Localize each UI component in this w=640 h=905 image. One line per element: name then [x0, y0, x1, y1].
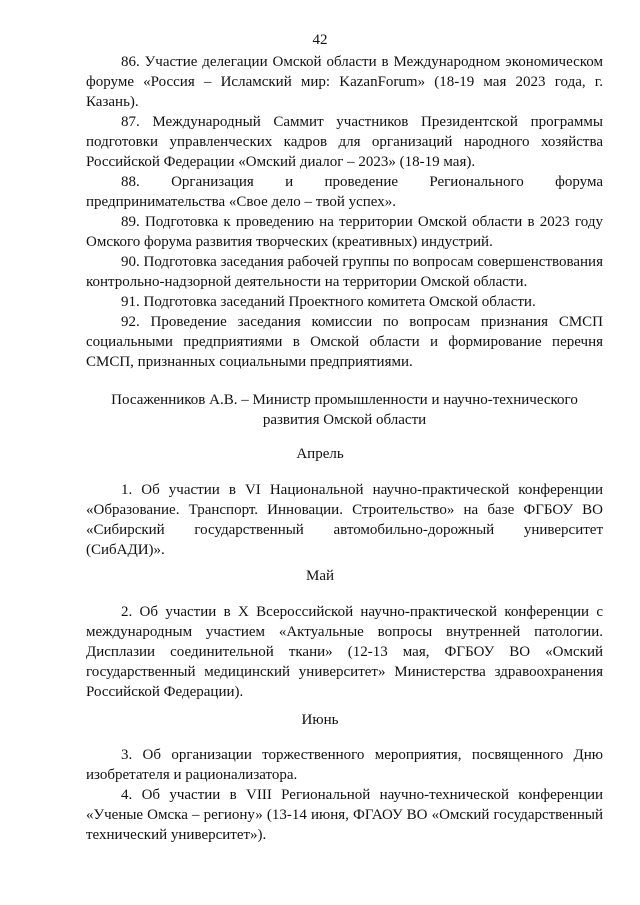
minister-item-2: 2. Об участии в X Всероссийской научно-практической конференции с международным участием «Актуальные вопросы внутренней патологии. Дисплазии соединительной ткани» (12-13 мая, ФГБОУ ВО «Омский государственный медицинский университет» Министерства здравоохранения Российской Федерации).	[86, 604, 603, 700]
list-item-91: 91. Подготовка заседаний Проектного комитета Омской области.	[121, 294, 536, 310]
top-items-list	[86, 52, 603, 372]
list-item-88: 88. Организация и проведение Регионального форума предпринимательства «Свое дело – твой успех».	[86, 174, 603, 210]
list-item-86: 86. Участие делегации Омской области в Международном экономическом форуме «Россия – Исламский мир: KazanForum» (18-19 мая 2023 года, г. Казань).	[86, 54, 603, 110]
list-item-92: 92. Проведение заседания комиссии по вопросам признания СМСП социальными предприятиями в Омской области и формирование перечня СМСП, признанных социальными предприятиями.	[86, 314, 603, 370]
minister-item-4: 4. Об участии в VIII Региональной научно-технической конференции «Ученые Омска – региону» (13-14 июня, ФГАОУ ВО «Омский государственный технический университет»).	[86, 787, 603, 843]
month-heading-april: Апрель	[296, 446, 344, 462]
page-number: 42	[312, 32, 328, 48]
list-item-89: 89. Подготовка к проведению на территории Омской области в 2023 году Омского форума развития творческих (креативных) индустрий.	[86, 214, 603, 250]
list-item-87: 87. Международный Саммит участников Президентской программы подготовки управленческих кадров для организаций народного хозяйства Российской Федерации «Омский диалог – 2023» (18-19 мая).	[86, 114, 603, 170]
month-heading-may: Май	[305, 568, 335, 584]
minister-item-1: 1. Об участии в VI Национальной научно-практической конференции «Образование. Транспорт. Инновации. Строительство» на базе ФГБОУ ВО «Сибирский государственный автомобильно-дорожный университет (СибАДИ)».	[86, 482, 603, 558]
minister-heading: Посаженников А.В. – Министр промышленности и научно-технического развития Омской области	[111, 392, 578, 428]
minister-item-3: 3. Об организации торжественного мероприятия, посвященного Дню изобретателя и рационализатора.	[86, 747, 603, 783]
month-heading-june: Июнь	[301, 712, 339, 728]
list-item-90: 90. Подготовка заседания рабочей группы по вопросам совершенствования контрольно-надзорной деятельности на территории Омской области.	[86, 254, 603, 290]
